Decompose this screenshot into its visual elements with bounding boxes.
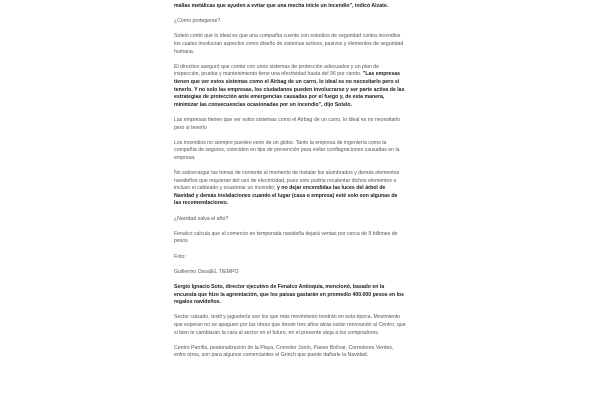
paragraph-centro-works: Centro Parrilla, peatonalización de la Playa, Corredor Junín, Paseo Bolívar, Corredores Verdes, entre otros, son para algunos comerciantes el Grinch que puede dañarle la Navidad. bbox=[174, 344, 394, 359]
paragraph-fenalco-sales: Fenalco calcula que el comercio en temporada navideña dejará ventas por cerca de 9 billones de pesos bbox=[174, 230, 398, 245]
paragraph-recommendations: No sobrecargar las tomas de corriente al momento de instalar los alumbrados y demás elementos navideños que requieran del uso de electricidad, pues esto podría recalentar dichos elementos e incluso el cableado y ocasionar un incendio; y no dejar encendidas las luces del árbol de Navidad y demás instalaciones cuando el lugar (casa o empresa) esté solo son algunas de las recomendaciones. bbox=[174, 170, 400, 207]
paragraph-airbag-pullquote: Las empresas tienen que ver estos sistemas como el Airbag de un carro, lo ideal es no necesitarlo pero si tenerlo bbox=[174, 116, 401, 131]
paragraph-protection-systems: El directivo aseguró que contar con unos sistemas de protección adecuados y un plan de inspección, prueba y mantenimiento tiene una efectividad hasta del 96 por ciento. "Las empresas tienen que ver estos sistemas como el Airbag de un carro, lo ideal es no necesitarlo pero si tenerlo. Y no solo las empresas, los ciudadanos pueden involucrarse y ser parte activa de las estrategias de protección ante emergencias causadas por el fuego y, de esta manera, minimizar las consecuencias ocasionadas por un incendio", dijo Sotelo. bbox=[174, 63, 405, 108]
paragraph-prevention-tips: Los incendios no siempre pueden venir de un globo. Tanto la empresa de ingeniería como la compañía de seguros, coinciden en tips de prevención para evitar conflagraciones causadas en la empresa. bbox=[174, 139, 400, 161]
bold-text: y no dejar encendidas las luces del árbol de Navidad y demás instalaciones cuando el lugar (casa o empresa) esté solo son algunas de las recomendaciones. bbox=[174, 185, 398, 207]
paragraph-sectors: Sector calzado, textil y juguetería son los que más movimiento tendrán en esta época. Movimiento que esperan no se apaguen por las obras que desde tres años atrás están renovando al Centro, que si bien le cambiarán la cara al sector en el futuro, en el presente aleja a los compradores. bbox=[174, 314, 406, 336]
article-body bbox=[174, 3, 406, 368]
paragraph-sotelo-studies: Sotelo contó que lo ideal es que una compañía cuente con estudios de seguridad contra incendios los cuales involucran aspectos como diseño de sistemas activos, pasivos y elementos de seguridad humana. bbox=[174, 33, 404, 55]
bold-text: "Las empresas tienen que ver estos sistemas como el Airbag de un carro, lo ideal es no necesitarlo pero si tenerlo. Y no solo las empresas, los ciudadanos pueden involucrarse y ser parte activa de las estrategias de protección ante emergencias causadas por el fuego y, de esta manera, minimizar las consecuencias ocasionadas por un incendio", dijo Sotelo. bbox=[174, 71, 405, 108]
paragraph-alzate-quote bbox=[174, 3, 406, 11]
subheading-christmas-year: ¿Navidad salva el año? bbox=[174, 215, 229, 222]
bold-text: Sergio Ignacio Soto, director ejecutivo de Fenalco Antioquia, mencionó, basado en la encuesta que hizo la agremiación, que los paisas gastarán en promedio 400.000 pesos en los regalos navideños. bbox=[174, 283, 405, 306]
subheading-how-to-protect: ¿Cómo protegerse? bbox=[174, 18, 221, 25]
bold-text: mallas metálicas que ayuden a evitar que una mecha inicie un incendio", indicó Alzate. bbox=[174, 3, 389, 9]
photo-credit: Guillermo Ossa|EL TIEMPO bbox=[174, 268, 239, 275]
photo-label: Foto: bbox=[174, 253, 186, 260]
paragraph-soto-survey bbox=[174, 284, 406, 307]
